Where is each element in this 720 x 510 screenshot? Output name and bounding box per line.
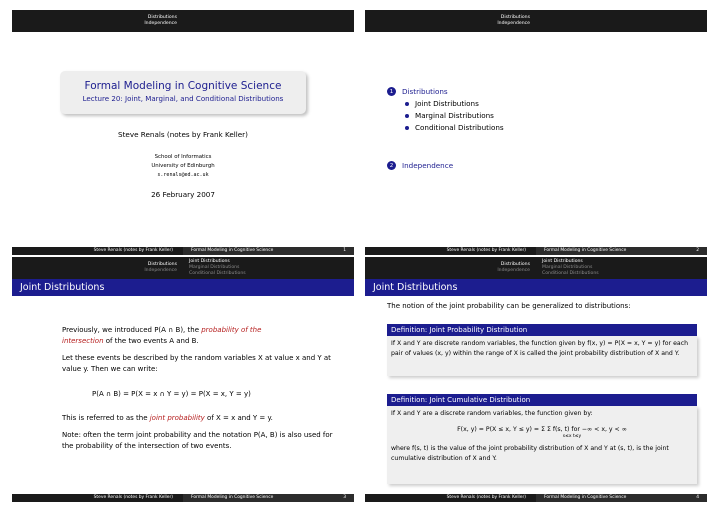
subsection-conditional[interactable]: Conditional Distributions [542,271,599,276]
definition-1-body: If X and Y are discrete random variables, the function given by f(x, y) = P(X = x, Y = y) for each pair of values (x, y) within the range of X is called the joint probability distribution of X and Y. [387,336,697,376]
date: 26 February 2007 [151,190,215,199]
outline-subitem-joint[interactable] [405,99,479,108]
title-block [60,71,306,114]
subsection-joint[interactable]: Joint Distributions [189,259,230,264]
footer-course: Formal Modeling in Cognitive Science [544,248,627,253]
outline-label: Independence [402,161,454,170]
paragraph-2: Let these events be described by the random variables X at value x and Y at value y. Then we can write: [62,354,331,373]
definition-2-body [387,406,697,484]
frame-title: Joint Distributions [12,279,354,296]
bullet-icon [405,114,409,118]
intro-text: The notion of the joint probability can be generalized to distributions: [387,302,631,310]
frame-title: Joint Distributions [365,279,707,296]
section-distributions[interactable]: Distributions [500,15,530,20]
footer-author: Steve Renals (notes by Frank Keller) [365,247,536,255]
footer-author: Steve Renals (notes by Frank Keller) [12,494,183,502]
slide-3 [12,257,354,502]
definition-2-intro: If X and Y are a discrete random variables, the function given by: [391,410,593,417]
section-number-badge: 1 [387,87,396,96]
definition-2-title: Definition: Joint Cumulative Distribution [387,394,697,406]
slide-header [12,257,354,279]
slide-1 [12,10,354,255]
page-number: 1 [343,248,346,253]
author: Steve Renals (notes by Frank Keller) [118,130,248,139]
outline-sublabel: Joint Distributions [415,99,479,108]
section-distributions[interactable]: Distributions [147,262,177,267]
lecture-subtitle: Lecture 20: Joint, Marginal, and Conditional Distributions [82,94,284,103]
definition-1-title: Definition: Joint Probability Distribution [387,324,697,336]
bullet-icon [405,102,409,106]
outline-subitem-marginal[interactable] [405,111,494,120]
paragraph-3: This is referred to as the joint probability of X = x and Y = y. [62,414,273,422]
footer-author: Steve Renals (notes by Frank Keller) [12,247,183,255]
equation: P(A ∩ B) = P(X = x ∩ Y = y) = P(X = x, Y = y) [92,390,251,398]
institution: School of Informatics [154,154,212,160]
footer-course: Formal Modeling in Cognitive Science [544,495,627,500]
slide-footer [365,247,707,255]
outline-sublabel: Marginal Distributions [415,111,494,120]
outline-sublabel: Conditional Distributions [415,123,504,132]
email: s.renals@ed.ac.uk [157,172,209,178]
outline-item-independence[interactable] [387,161,453,170]
page-number: 4 [696,495,699,500]
page-number: 3 [343,495,346,500]
cumulative-equation: F(x, y) = P(X ≤ x, Y ≤ y) = Σ Σ f(s, t) for −∞ < x, y < ∞ [457,425,627,433]
outline-subitem-conditional[interactable] [405,123,504,132]
footer-author: Steve Renals (notes by Frank Keller) [365,494,536,502]
paragraph-1: Previously, we introduced P(A ∩ B), the probability of the intersection of the two events A and B. [62,326,262,345]
institution-block [12,153,354,180]
slide-footer [12,247,354,255]
slide-header [365,10,707,32]
subsection-conditional[interactable]: Conditional Distributions [189,271,246,276]
slide-4 [365,257,707,502]
definition-2-tail: where f(s, t) is the value of the joint probability distribution of X and Y at (s, t), is the joint cumulative distribution of X and Y. [391,445,669,462]
subsection-marginal[interactable]: Marginal Distributions [189,265,240,270]
paragraph-4: Note: often the term joint probability and the notation P(A, B) is also used for the probability of the intersection of two events. [62,431,333,450]
slide-header [12,10,354,32]
subsection-joint[interactable]: Joint Distributions [542,259,583,264]
lecture-title: Formal Modeling in Cognitive Science [84,80,282,92]
footer-course: Formal Modeling in Cognitive Science [191,248,274,253]
outline-label: Distributions [402,87,448,96]
slide-header [365,257,707,279]
section-independence[interactable]: Independence [144,268,177,273]
section-independence[interactable]: Independence [497,21,530,26]
section-independence[interactable]: Independence [144,21,177,26]
slide-footer [365,494,707,502]
section-distributions[interactable]: Distributions [500,262,530,267]
sum-subscript: s≤x t≤y [562,434,582,439]
section-number-badge: 2 [387,161,396,170]
slide-footer [12,494,354,502]
subsection-marginal[interactable]: Marginal Distributions [542,265,593,270]
university: University of Edinburgh [151,163,215,169]
page-number: 2 [696,248,699,253]
footer-course: Formal Modeling in Cognitive Science [191,495,274,500]
outline-item-distributions[interactable] [387,87,448,96]
section-distributions[interactable]: Distributions [147,15,177,20]
section-independence[interactable]: Independence [497,268,530,273]
bullet-icon [405,126,409,130]
slide-2 [365,10,707,255]
